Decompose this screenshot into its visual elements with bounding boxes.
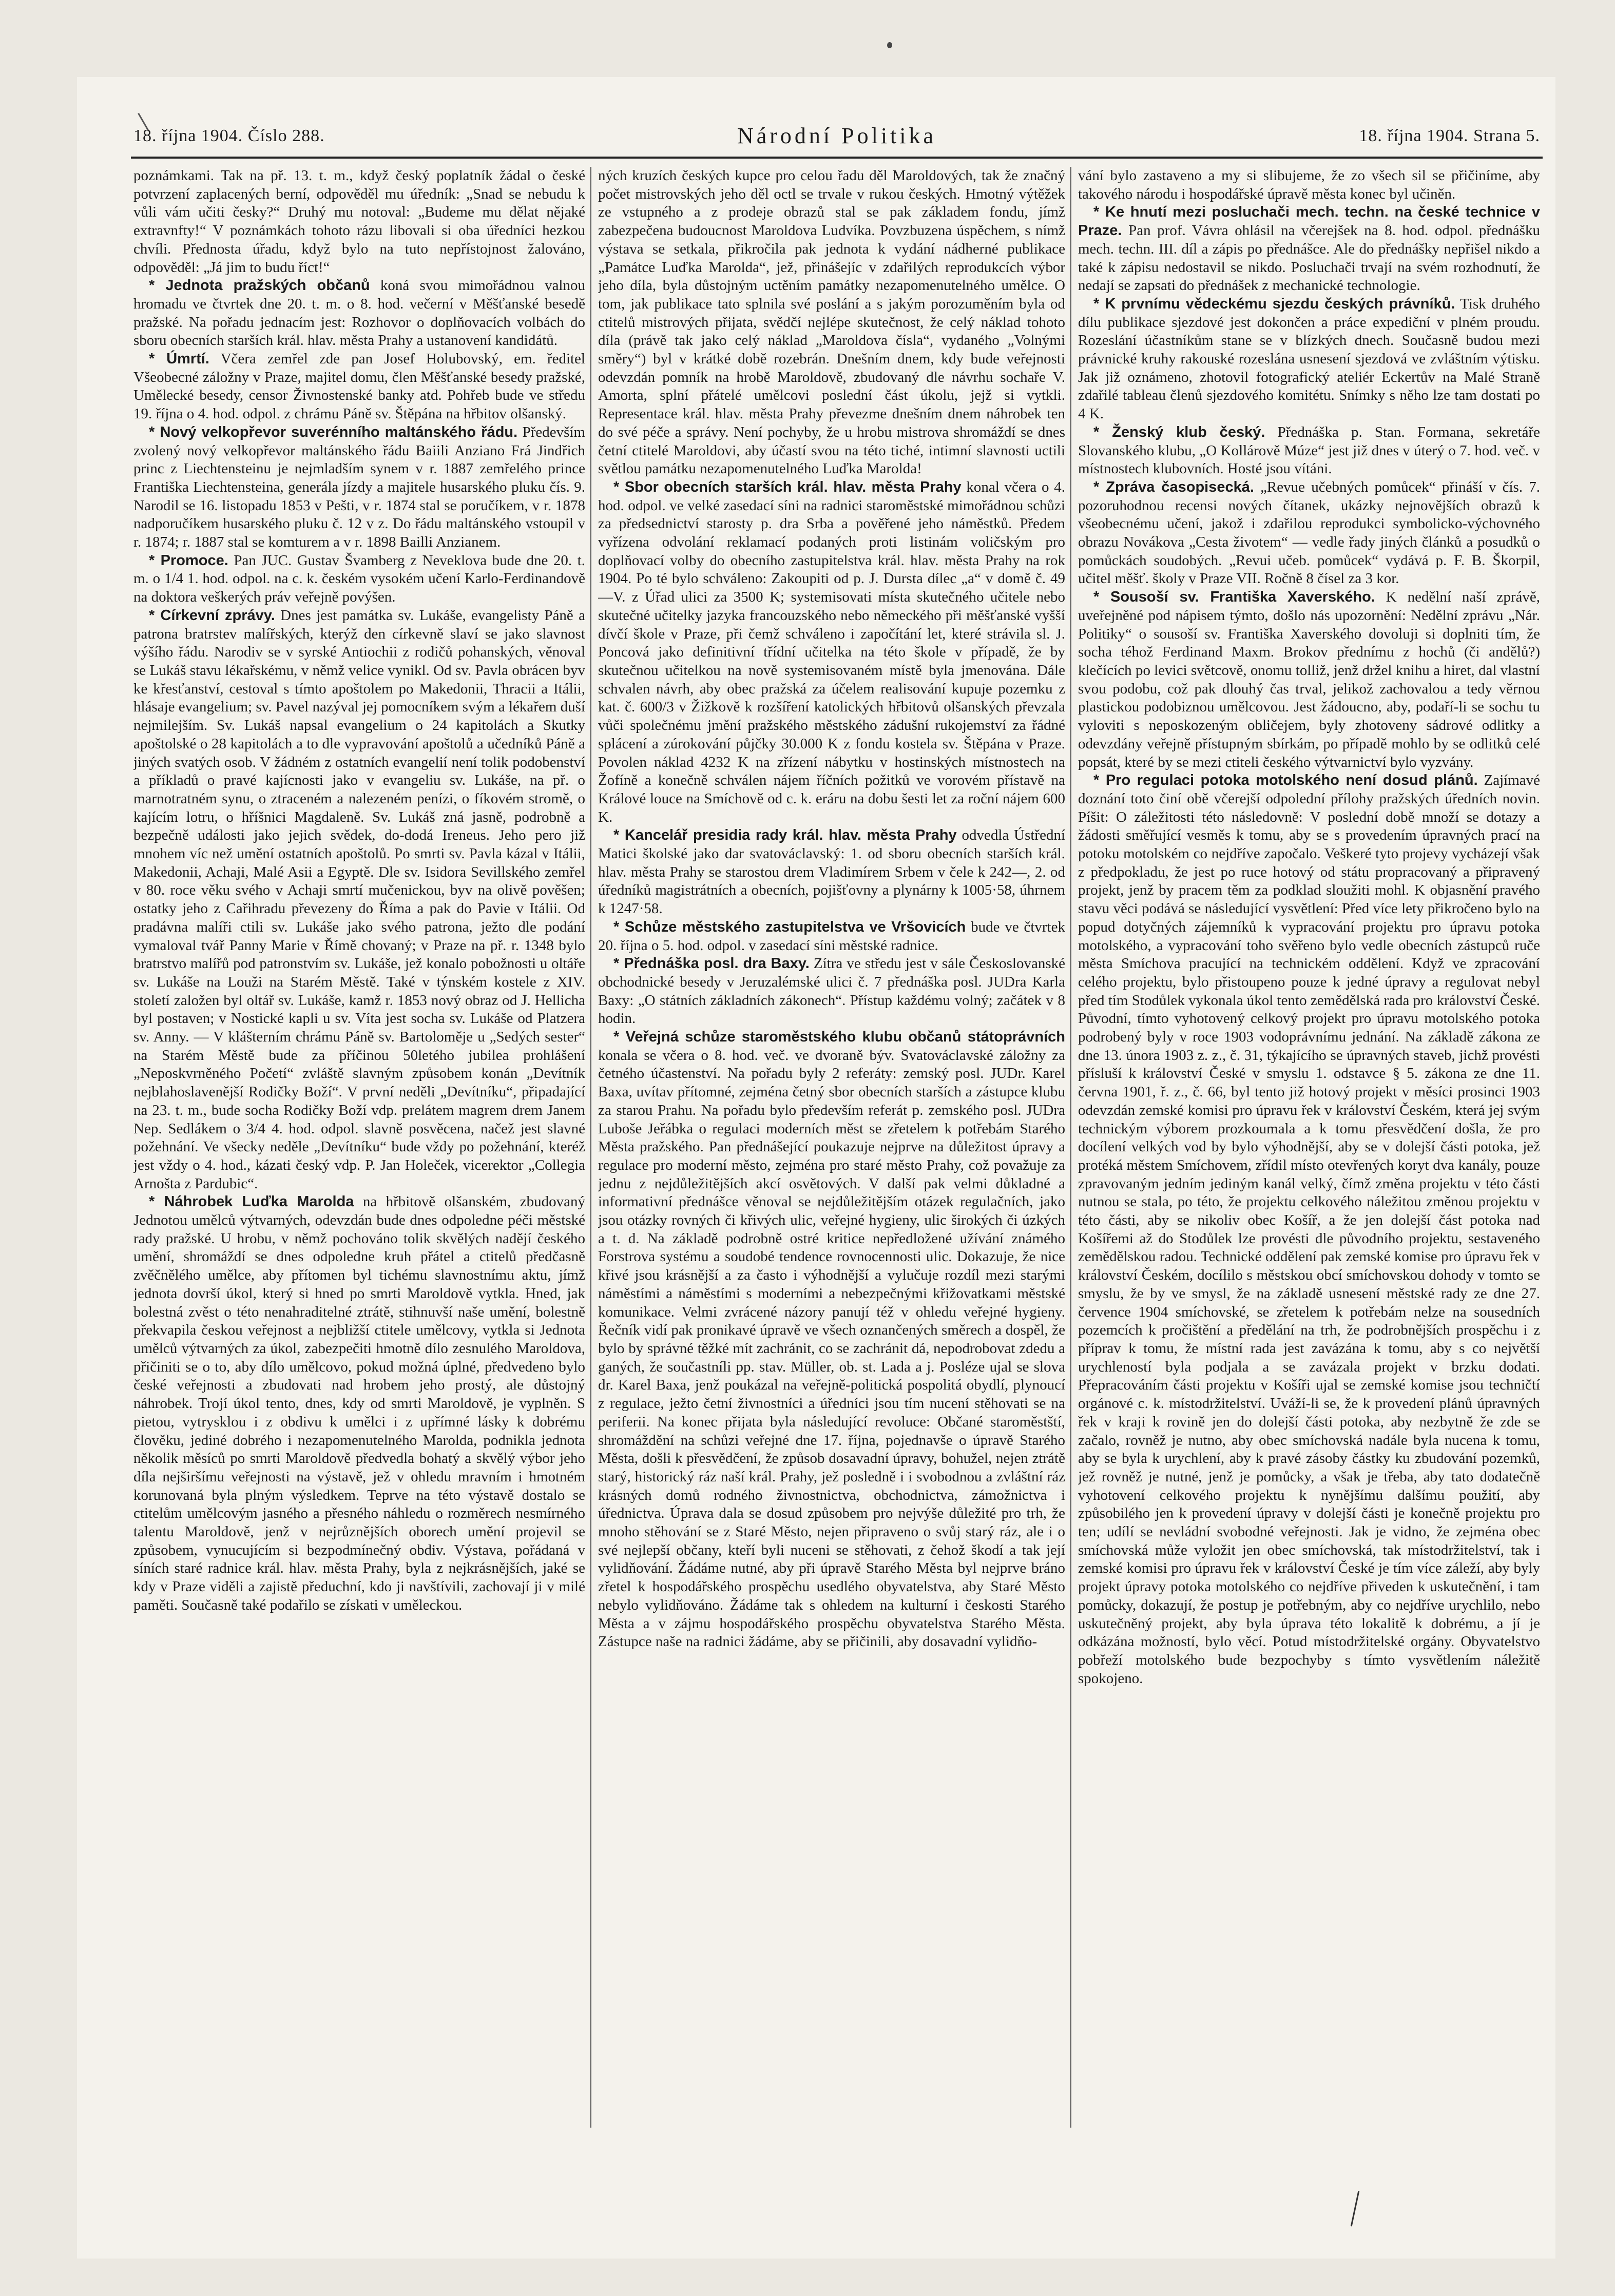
article-text: Zítra ve středu jest v sále Českoslovanské obchodnické besedy v Jeruzalémské ulici č. 7 přednáška posl. JUDra Karla Baxy: „O státních základních zákonech“. Přístup každému volný; začátek v 8 hodin. [598,955,1065,1027]
header-rule [131,157,1543,159]
article-text: Přednáška p. Stan. Formana, sekretáře Slovanského klubu, „O Kollárově Múze“ jest již dnes v úterý o 7. hod. več. v místnostech klubovních. Hosté jsou vítáni. [1078,423,1540,477]
article-heading: * Zpráva časopisecká. [1093,478,1254,495]
article-heading: * Pro regulaci potoka motolského není dosud plánů. [1093,772,1478,789]
header-date-page: 18. října 1904. Strana 5. [1359,126,1540,145]
article [1078,588,1540,771]
article-heading: * Náhrobek Luďka Marolda [149,1193,354,1210]
column-divider [1070,167,1071,2128]
article [1078,423,1540,478]
article-text: odvedla Ústřední Matici školské jako dar svatováclavský: 1. od sboru obecních starších král. hlav. města Prahy se starostou drem Vladimírem Srbem v čele k 242—, 2. od úředníků magistrátních a obecních, pojišťovny a plynárny k 1005·58, úhrnem k 1247·58. [598,827,1065,917]
column-3 [1078,167,1540,2169]
article-text: vání bylo zastaveno a my si slibujeme, že zo všech sil se přičiníme, aby takového národu i hospodářské úpravě města konec byl učiněn. [1078,167,1540,202]
newspaper-title: Národní Politika [737,123,937,148]
article [1078,478,1540,588]
column-1 [133,167,585,2169]
article-heading: * Schůze městského zastupitelstva ve Vršovicích [613,918,966,935]
article [1078,203,1540,295]
article [1078,771,1540,1688]
article [133,1193,585,1614]
article-heading: * Církevní zprávy. [149,607,275,624]
article-text: Pan prof. Vávra ohlásil na včerejšek na 8. hod. odpol. přednášku mech. techn. III. díl a zápis po přednášce. Ale do přednášky nepřišel nikdo a také k zápisu nedostavil se nikdo. Posluchači trvají na svém rozhodnutí, že nedají se zapsati do přednášek z mechanické technologie. [1078,222,1540,294]
article-heading: * Veřejná schůze staroměstského klubu občanů státoprávních [613,1029,1065,1046]
article-heading: * Ke hnutí mezi posluchači mech. techn. na české technice v Praze. [1078,204,1540,239]
article-text: konal včera o 4. hod. odpol. ve velké zasedací síni na radnici staroměstské mimořádnou schůzi za předsednictví starosty p. dra Srba a pověřené jeho náměstků. Předem vyřízena odvolání reklamací podaných proti listinám voličským pro doplňovací volby do obecního zastupitelstva král. hlav. města Prahy na rok 1904. Po té bylo schváleno: Zakoupiti od p. J. Dursta dílec „a“ v domě č. 49—V. z Úřad ulici za 3500 K; systemisovati místa skutečného učitele nebo skutečné učitelky jazyka francouzského nebo německého při měšťanské vyšší dívčí škole v Praze, při čemž schváleno i započítání let, které strávila sl. J. Poncová jako definitivní třídní učitelka na této škole v případě, že by skutečnou učitelkou na nově systemisovaném místě byla jmenována. Dále schvalen návrh, aby obec pražská za účelem realisování kupuje pozemku z kat. č. 600/3 v Žižkově k rozšíření katolických hřbitovů olšanských převzala vůči společnému jmění pražského městského zádušní rukojemství za řádné splácení a zúrokování půjčky 30.000 K z fondu kostela sv. Štěpána v Praze. Povolen náklad 4232 K na zřízení nábytku v hostinských místnostech na Žofíně a konečně schválen nájem říčních požitků ve vorovém přístavě na Králové louce na Smíchově od c. k. eráru na dobu šesti let za roční nájem 600 K. [598,478,1065,825]
header-date-issue: 18. října 1904. Číslo 288. [133,126,325,145]
article-text: bude ve čtvrtek 20. října o 5. hod. odpol. v zasedací síni městské radnice. [598,918,1065,954]
article-text: koná svou mimořádnou valnou hromadu ve čtvrtek dne 20. t. m. o 8. hod. večerní v Měšťanské besedě pražské. Na pořadu jednacím jest: Rozhovor o doplňovacích volbách do sboru obecních starších král. hlav. města Prahy a ustanovení kandidátů. [133,277,585,349]
article-text: Především zvolený nový velkopřevor maltánského řádu Baiili Anziano Frá Jindřich princ z Liechtensteinu je nejmladším synem v r. 1887 zemřelého prince Františka Liechtensteina, generála jízdy a majitele husarského pluku čís. 9. Narodil se 16. listopadu 1853 v Pešti, v r. 1874 stal se poručíkem, v r. 1878 nadporučíkem husarského pluku č. 12 v z. Do řádu maltánského vstoupil v r. 1874; r. 1887 stal se komturem a v r. 1898 Bailli Anzianem. [133,423,585,551]
article-heading: * Jednota pražských občanů [149,277,370,294]
article-text: konala se včera o 8. hod. več. ve dvoraně býv. Svatováclavské záložny za četného účastenství. Na pořadu byly 2 referáty: zemský posl. JUDr. Karel Baxa, uvítav přítomné, zejména četný sbor obecních starších a zástupce klubu za starou Prahu. Na pořadu bylo především referát p. zemského posl. JUDra Luboše Jeřábka o regulaci moderních měst se zřetelem k potřebám Starého Města pražského. Pan přednášející poukazuje nejprve na důležitost úpravy a regulace pro moderní město, zejména pro staré město Prahy, což považuje za jednu z nejdůležitějších akcí osvětových. V další pak velmi důkladné a informativní přednášce věnoval se nejdůležitějším otázek regulačních, jako jsou otázky rovných či křivých ulic, veřejné hygieny, ulic širokých či úzkých a t. d. Na základě podrobně ostré kritice nepředložené užívání známého Forstrova systému a soudobé tendence rovnocennosti ulic. Dokazuje, že nice křivé jsou krásnější a za často i výhodnější a vylučuje rozdíl mezi starými náměstími a náměstími s moderními a nebezpečnými křižovatkami městské komunikace. Velmi zvrácené názory panují též v ohledu veřejné hygieny. Řečník vidí pak pronikavé úpravě ve všech oznančených směrech a dospěl, že bylo by správné těžké mít zachránit, co se zachránit dá, nepodrobovat zdedu a ganých, že součastníli pp. stav. Müller, ob. st. Lada a j. Posléze ujal se slova dr. Karel Baxa, jenž poukázal na veřejně-politická pospolitá obydlí, plynoucí z regulace, ježto četní živnostníci a úředníci jsou tím nucení stěhovati se na periferii. Na konec přijata byla následující revoluce: Občané staroměstští, shromáždění na schůzi veřejné dne 17. října, pojednavše o úpravě Starého Města, došli k přesvědčení, že způsob dosavadní úpravy, bohužel, nejen ztrátě starý, historický ráz naší král. Prahy, jež posledně i i svobodnou a zvláštní ráz krásných domů rodného živnostnictva, obchodnictva, zámožnictva i úřednictva. Úprava dala se dosud způsobem pro nejvýše důležité pro trh, že mnoho stěhování se z Staré Město, nejen připraveno o svůj starý ráz, ale i o své nejlepší občany, kteří byli nuceni se stěhovati, z čehož škodí a tak její vylidňování. Žádáme nutné, aby při úpravě Starého Města byl nejprve bráno zřetel k hospodářského prospěchu usedlého obyvatelstva, aby Staré Město nebylo vylidňováno. Žádáme tak s ohledem na kulturní i českosti Starého Města a v zájmu hospodářského prospěchu obyvatelstva Starého Města. Zástupce naše na radnici žádáme, aby se přičinili, aby dosavadní vylidňo- [598,1047,1065,1650]
article-heading: * Přednáška posl. dra Baxy. [613,955,810,972]
article [133,350,585,423]
article [598,1028,1065,1651]
article [133,423,585,552]
article-text: „Revue učebných pomůcek“ přináší v čís. 7. pozoruhodnou recensi nových čítanek, ukázky nejnovějších obrazů k všeobecnému učení, jakož i zdařilou reprodukci symbolicko-výchovného obrazu Novákova „Cesta životem“ — vedle řady jiných článků a posudků o pomůckách soudobých. „Revui učeb. pomůcek“ vydává p. F. B. Škorpil, učitel měšť. školy v Praze VII. Ročně 8 čísel za 3 kor. [1078,478,1540,587]
article-text: ných kruzích českých kupce pro celou řadu děl Maroldových, tak že značný počet mistrovských jeho děl octl se trvale v rukou českých. Hmotný výtěžek ze vstupného a z prodeje obrazů stal se pak základem fondu, jímž zabezpečena budoucnost Maroldova Ludvíka. Povzbuzena úspěchem, s nímž výstava se setkala, přikročila pak jednota k vydání nádherné publikace „Památce Luďka Marolda“, jež, přinášejíc v zdařilých reprodukcích výbor jeho díla, byla důstojným uctěním památky nezapomenutelného umělce. O tom, jak publikace tato splnila své poslání a s jakým porozuměním byla od ctitelů mistrových přijata, svědčí nejlépe skutečnost, že celý náklad tohoto díla (právě tak jako celý náklad „Maroldova čísla“, vydaného „Volnými směry“) byl v krátké době rozebrán. Dnešním dnem, kdy bude veřejnosti odevzdán pomník na hrobě Maroldově, zbudovaný dle návrhu sochaře V. Amorta, splní přátelé umělcovi poslední část úkolu, jejž si vytkli. Representace král. hlav. města Prahy převezme dnešním dnem náhrobek ten do své péče a správy. Není pochyby, že u hrobu mistrova shromáždí se dnes četní ctitelé Maroldovi, aby účastí svou na této tiché, intimní slavnosti uctili světlou památku nezapomenutelného Luďka Marolda! [598,167,1065,477]
ink-speck [887,42,892,48]
article [598,955,1065,1028]
article-heading: * Promoce. [149,552,228,569]
column-divider [590,167,591,2128]
article-text: Dnes jest památka sv. Lukáše, evangelisty Páně a patrona bratrstev malířských, kterýž den církevně slaví se jako slavnost výšího řádu. Narodiv se v syrské Antiochii z rodičů pohanských, věnoval se Lukáš stavu lékařskému, v němž velice vynikl. Od sv. Pavla obrácen byv ke křesťanství, cestoval s tímto apoštolem po Makedonii, Thracii a Itálii, hlásaje evangelium; sv. Pavel nazýval jej pomocníkem svým a lékařem duší nejmilejším. Sv. Lukáš napsal evangelium o 24 kapitolách a Skutky apoštolské o 28 kapitolách a to dle vypravování apoštolů a učedníků Páně a jiných svatých osob. V žádném z ostatních evangelií není tolik podobenství a příkladů o pravé kajícnosti jako v evangeliu sv. Lukáše, na př. o marnotratném synu, o ztraceném a nalezeném penízi, o fíkovém stromě, o kajícím lotru, o hříšnici Magdaleně. Sv. Lukáš zná jasně, podrobně a bezpečně události jako jejich svědek, do-dodá Ireneus. Jeho pero již mnohem víc než umění ostatních apoštolů. Po smrti sv. Pavla kázal v Itálii, Makedonii, Achaji, Malé Asii a Egyptě. Dle sv. Isidora Sevillského zemřel v 80. roce věku svého v Achaji smrtí mučenickou, byv na olivě pověšen; ostatky jeho z Cařihradu převezeny do Říma a pak do Pavie v Itálii. Od pradávna malíři ctili sv. Lukáše jako svého patrona, ježto dle podání vymaloval tvář Panny Marie v Římě chovaný; v Praze na př. r. 1348 bylo bratrstvo malířů pod patronstvím sv. Lukáše, jež konalo pobožnosti u oltáře sv. Lukáše na Louži na Starém Městě. Také v týnském kostele z XIV. století založen byl oltář sv. Lukáše, kamž r. 1853 nový obraz od J. Hellicha byl postaven; v Nostické kapli u sv. Víta jest socha sv. Lukáše od Platzera sv. Anny. — V klášterním chrámu Páně sv. Bartoloměje u „Sedých sester“ na Starém Městě bude za příčinou 50letého jubilea prohlášení „Neposkvrněného Početí“ zvláště slavným způsobem konán „Devítník nejblahoslavenější Rodičky Boží“. V první neděli „Devítníku“, připadající na 23. t. m., bude socha Rodičky Boží vdp. prelátem magrem drem Janem Nep. Sedlákem o 3/4 4. hod. odpol. slavně posvěcena, načež jest slavné požehnání. Ve všecky neděle „Devítníku“ bude vždy po požehnání, kteréž jest vždy o 4. hod., kázati český vdp. P. Jan Holeček, vicerektor „Collegia Arnošta z Pardubic“. [133,607,585,1192]
article-heading: * Kancelář presidia rady král. hlav. města Prahy [613,827,957,844]
column-2 [598,167,1065,2169]
article [133,552,585,607]
article [133,277,585,350]
article [598,478,1065,826]
article-text: K nedělní naší zprávě, uveřejněné pod nápisem týmto, došlo nás upozornění: Nedělní zprávu „Nár. Politiky“ o sousoší sv. Františka Xaverského dovoluji si doplniti tím, že socha téhož Ferdinand Maxm. Brokov přednímu z hochů (či andělů?) klečících po levici světcově, onomu tolliž, jenž držel knihu a hiret, dal vlastní svou podobu, což pak dlouhý čas trval, jelikož zachovalou a tedy věrnou plastickou podobiznou umělcovou. Jest žádoucno, aby, podaří-li se sochu tu vyloviti s neposkozeným obličejem, byly zhotoveny sádrové odlitky a odevzdány veřejně přístupným sbírkám, po případě mohlo by se odlitků celé popsát, které by se mezi ctiteli českého výtvarnictví bylo vyzvány. [1078,589,1540,770]
article-text: Pan JUC. Gustav Švamberg z Neveklova bude dne 20. t. m. o 1/4 1. hod. odpol. na c. k. českém vysokém učení Karlo-Ferdinandově na doktora veškerých práv veřejně povýšen. [133,552,585,606]
article-heading: * Ženský klub český. [1093,423,1265,440]
article-heading: * Nový velkopřevor suverénního maltánského řádu. [149,423,518,440]
article [133,607,585,1193]
article-heading: * Sousoší sv. Františka Xaverského. [1093,589,1375,606]
page-header [133,121,1540,151]
article [598,826,1065,918]
article-text: na hřbitově olšanském, zbudovaný Jednotou umělců výtvarných, odevzdán bude dnes odpoledne péči městské rady pražské. U hrobu, v němž pochováno tolik skvělých nadějí českého umění, shromáždí se dnes odpoledne kruh přátel a ctitelů předčasně zvěčnělého umělce, aby přítomen byl tichému slavnostnímu aktu, jímž jednota dovrší úkol, který si hned po smrti Maroldově vytkla. Hned, jak bolestná zvěst o této nenahraditelné ztrátě, stihnuvší naše umění, bolestně překvapila českou veřejnost a nejbližší ctitele umělcovy, vytkla si Jednota umělců výtvarných za úkol, zabezpečiti hmotně dílo zesnulého Maroldova, přičiniti se o to, aby dílo umělcovo, pokud možná úplné, předvedeno bylo české veřejnosti a zbudovati nad hrobem jeho prostý, ale důstojný náhrobek. Trojí úkol tento, dnes, kdy od smrti Maroldově, je vyplněn. S pietou, vytrysklou i z obdivu k umělci i z upřímné lásky k dobrému člověku, jediné dobrého i nezapomenutelného Marolda, podnikla jednota několik měsíců po smrti Maroldově předvedla bohatý a skvělý výbor jeho díla nejširšímu veřejnosti na výstavě, jež v ohledu mravním i hmotném korunovaná byla plným výsledkem. Teprve na této výstavě dostalo se ctitelům umělcovým jasného a přesného náhledu o rozměrech nesmírného talentu Maroldově, jenž v nejrůznějších oborech umění projevil se způsobem, vynucujícím si bezpodmínečný obdiv. Výstava, pořádaná v síních staré radnice král. hlav. města Prahy, byla z nejkrásnějších, jaké se kdy v Praze viděli a zajistě předuchní, kdo ji navštívili, zachovají ji v milé paměti. Současně také podařilo se získati v uměleckou. [133,1193,585,1613]
article [1078,295,1540,423]
article-text: Zajímavé doznání toto činí obě včerejší odpolední přílohy pražských úředních novin. Píšit: O záležitosti této následovně: V poslední době množí se dotazy a žádosti směřující vesměs k tomu, aby se s provedením úpravných prací na potoku motolském co nejdříve započalo. Veškeré tyto projevy vycházejí však z předpokladu, že jest po ruce hotový od státu propracovaný a připravený projekt, jenž by pracem těm za podklad sloužiti mohl. K objasnění pravého stavu věci podává se následující vysvětlení: Před více lety přikročeno bylo na popud dotyčných zájemníků k vypracování projektu pro úpravu potoka motolského, a vypracování toho svěřeno bylo vedle obecních zástupců ruče města Smíchova pracující na technickém oddělení. Když ve zpracování celého projektu, bylo přistoupeno pouze k jedné úpravy a regulovat nebyl před tím Stodůlek vykonala úkol tento zemědělská rada pro království České. Původní, tímto vyhotovený celkový projekt pro úpravu motolského potoka podrobený byly v roce 1903 vodoprávnímu jednání. Na základě zákona ze dne 13. února 1903 z. z., č. 31, týkajícího se úpravných staveb, jichž provésti přísluší k království České v smyslu 1. odstavce § 5. zákona ze dne 11. června 1901, ř. z., č. 66, byl tento již hotový projekt v měsíci prosinci 1903 odevzdán zemské komisi pro úpravu řek v království Českém, která jej svým technickým výborem prozkoumala a k tomu přesvědčení došla, že pro docílení velkých vod by bylo výhodnější, aby se v dolejší části potoka, jež protéká městem Smíchovem, zřídil místo otevřených koryt dva kanály, pouze zpravovaným jedním jediným kanál velký, čímž změna projektu v této části nutnou se stala, po této, že projektu celkového náležitou změnou projektu v této části, aby se nikoliv obec Košíř, a že jen dolejší část potoka nad Košířemi až do Stodůlek lze provésti dle původního projektu, sestaveného zemědělskou radou. Technické oddělení pak zemské komise pro úpravu řek v království Českém, docílilo s městskou obcí smíchovskou dohody v tomto se smyslu, že by ve smysl, že na základě usnesení městské rady ze dne 27. července 1904 smíchovské, se zřetelem k potřebám nelze na sousedních pozemcích k pročištění a předělání na trh, že podrobnějších prospěchu i z příprav k tomu, že místní rada jest zavázána k tomu, aby s co největší urychleností byla podjala a se zavázala projekt v brzku dodati. Přepracováním části projektu v Košíři ujal se zemské komise jsou techničtí orgánové c. k. místodržitelství. Uváží-li se, že k provedení plánů úpravných řek v kraji k rovině jen do dolejší části potoka, aby nezbytně že zde se začalo, rovněž je nutno, aby obec smíchovská nadále byla nucena k tomu, aby se byla k urychlení, aby k pravé zásoby částky ku zbudování pozemků, jež rovněž je nutné, jenž je pomůcky, a však je třeba, aby tato dodatečně vyhotovení celkového projektu k nynějšímu dalšímu použití, aby způsobilého jen k provedení úpravy v dolejší části je konečně projektu pro ten; udílí se nevládní svobodné veřejnosti. Jak je vidno, že zejména obec smíchovská může vyložit jen obec smíchovská, tak místodržitelství, tak i zemské komisi pro úpravu řek v království České je tím více záleží, aby byly projekt úpravy potoka motolského co nejdříve přiveden k uskutečnění, i tam pomůcky, dokazují, že postup je potřebným, aby co nejdříve urychlilo, nebo uskutečněný projekt, aby byla úprava této lokalitě k dobrému, a jí je odkázána možností, bylo věcí. Potud místodržitelské orgány. Obyvatelstvo pobřeží motolského bude bezpochyby s tímto vysvětlením náležitě spokojeno. [1078,772,1540,1687]
article-heading: * Úmrtí. [149,351,209,368]
article-heading: * Sbor obecních starších král. hlav. města Prahy [613,478,962,495]
article-text: poznámkami. Tak na př. 13. t. m., když český poplatník žádal o české potvrzení zaplacených berní, odpověděl mu úředník: „Snad se nebudu k vůli vám učiti česky?“ Druhý mu notoval: „Budeme mu dělat nějaké extravnfty!“ V poznámkách tohoto rázu libovali si oba úředníci hezkou chvíli. Přednosta úřadu, když bylo na tuto nepřístojnost žalováno, odpověděl: „Já jim to budu říct!“ [133,167,585,276]
article-text: Včera zemřel zde pan Josef Holubovský, em. ředitel Všeobecné záložny v Praze, majitel domu, člen Měšťanské besedy pražské, Umělecké besedy, censor Živnostenské banky atd. Pohřeb bude ve středu 19. října o 4. hod. odpol. z chrámu Páně sv. Štěpána na hřbitov olšanský. [133,351,585,422]
article-text: Tisk druhého dílu publikace sjezdové jest dokončen a práce expediční v plném proudu. Rozeslání účastníkům stane se v blízkých dnech. Současně budou mezi právnické kruhy rakouské rozeslána usnesení sjezdová ve zvláštním výtisku. Jak již oznámeno, zhotovil fotografický ateliér Eckertův na Malé Straně zdařilé tableau členů sjezdového komitétu. Snímky s něho lze tam dostati po 4 K. [1078,295,1540,422]
article [598,918,1065,955]
article-heading: * K prvnímu vědeckému sjezdu českých právníků. [1093,295,1455,312]
